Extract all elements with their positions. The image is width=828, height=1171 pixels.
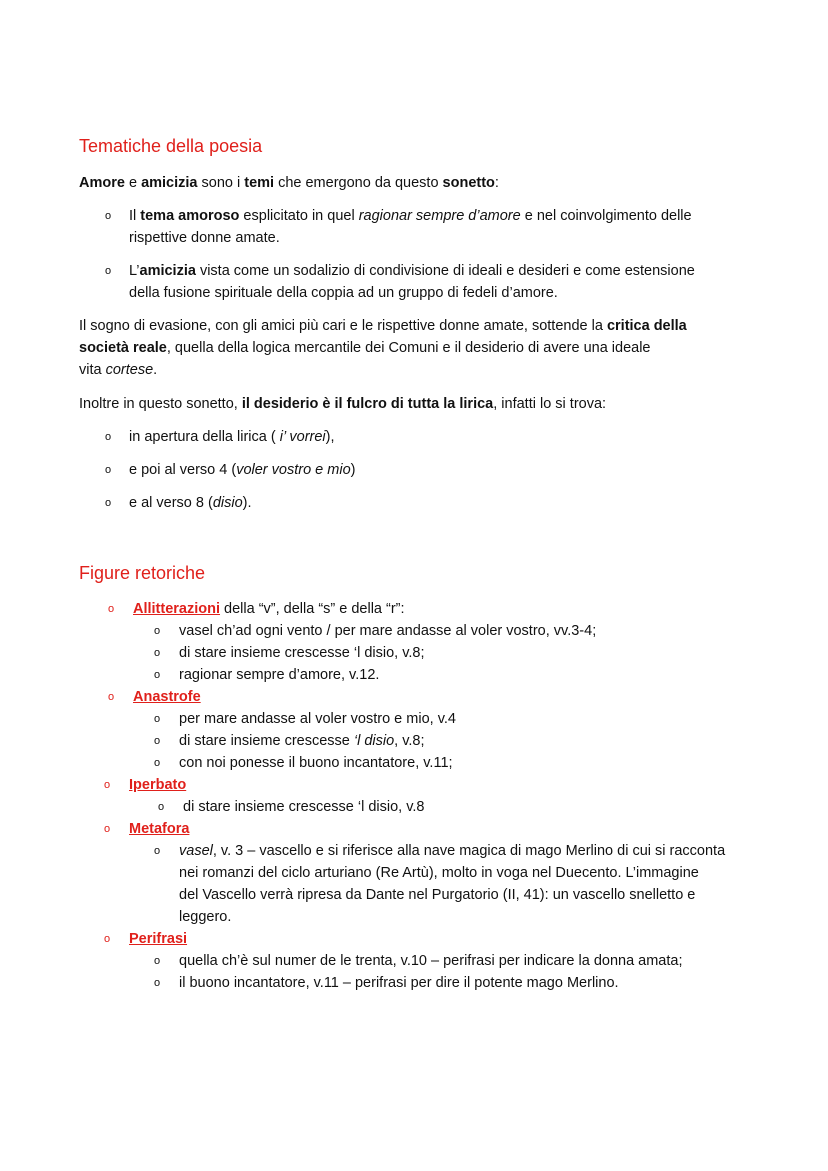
figure-title: Allitterazioni (133, 601, 221, 617)
bullet-icon: o (154, 977, 161, 989)
bullet-icon: o (104, 823, 111, 835)
bullet-icon: o (154, 757, 161, 769)
bullet-icon: o (105, 210, 112, 222)
bullet-icon: o (154, 647, 161, 659)
bullet-icon: o (154, 625, 161, 637)
bullet-icon: o (158, 801, 165, 813)
bullet-icon: o (154, 669, 161, 681)
figure-title: Anastrofe (133, 689, 201, 705)
bullet-icon: o (108, 603, 115, 615)
bullet-icon: o (105, 497, 112, 509)
figure-title: Iperbato (129, 777, 187, 793)
figure-title: Metafora (129, 821, 190, 837)
document-page: Tematiche della poesia Amore e amicizia sono i temi che emergono da questo sonetto: o Il tema amoroso esplicitato in quel ragionar sempre d’amore e nel coinvolgimento delle rispettive donne amate. o L’amicizia vista come un sodalizio di condivisione di ideali e desideri e come estensione della fusione spirituale della coppia ad un gruppo di fedeli d’amore. Il sogno di evasione, con gli amici più cari e le rispettive donne amate, sottende la critica della società reale, quella della logica mercantile dei Comuni e il desiderio di avere una ideale vita cortese. Inoltre in questo sonetto, il desiderio è il fulcro di tutta la lirica, infatti lo si trova: o in apertura della lirica ( i’ vorrei), o e poi al verso 4 (voler vostro e mio) o e al verso 8 (disio). Figure retoriche o Allitterazioni della “v”, della “s” e della “r”: o vasel ch’ad ogni vento / per mare andasse al voler vostro, vv.3-4; o di stare insieme crescesse ‘l disio, v.8; o ragionar sempre d’amore, v.12. o Anastrofe o per mare andasse al voler vostro e mio, v.4 o di stare insieme crescesse ‘l disio, v.8; o con noi ponesse il buono incantatore, v.11; o Iperbato o di stare insieme crescesse ‘l disio, v.8 o Metafora o vasel, v. 3 – vascello e si riferisce alla nave magica di mago Merlino di cui si racconta nei romanzi del ciclo arturiano (Re Artù), molto in voga nel Duecento. L’immagine del Vascello verrà ripresa da Dante nel Purgatorio (II, 41): un vascello snelletto e leggero. o Perifrasi o quella ch’è sul numer de le trenta, v.10 – perifrasi per indicare la donna amata; o il buono incantatore, v.11 – perifrasi per dire il potente mago Merlino. (0, 0, 828, 1171)
bullet-icon: o (154, 735, 161, 747)
bullet-icon: o (154, 845, 161, 857)
bullet-icon: o (154, 955, 161, 967)
intro-paragraph: Amore e amicizia sono i temi che emergono da questo sonetto: (79, 175, 499, 191)
bullet-icon: o (108, 691, 115, 703)
bullet-icon: o (154, 713, 161, 725)
bullet-icon: o (105, 431, 112, 443)
section-title-figure-retoriche: Figure retoriche (79, 563, 206, 583)
figure-title: Perifrasi (129, 931, 188, 947)
bullet-icon: o (105, 464, 112, 476)
paragraph-desiderio: Inoltre in questo sonetto, il desiderio è il fulcro di tutta la lirica, infatti lo si trova: (79, 396, 607, 412)
bullet-icon: o (104, 779, 111, 791)
paragraph-sogno-evasione: Il sogno di evasione, con gli amici più cari e le rispettive donne amate, sottende la critica della società reale, quella della logica mercantile dei Comuni e il desiderio di avere una ideale vita cortese. (79, 318, 687, 378)
bullet-icon: o (104, 933, 111, 945)
section-title-tematiche: Tematiche della poesia (79, 136, 263, 156)
bullet-icon: o (105, 265, 112, 277)
